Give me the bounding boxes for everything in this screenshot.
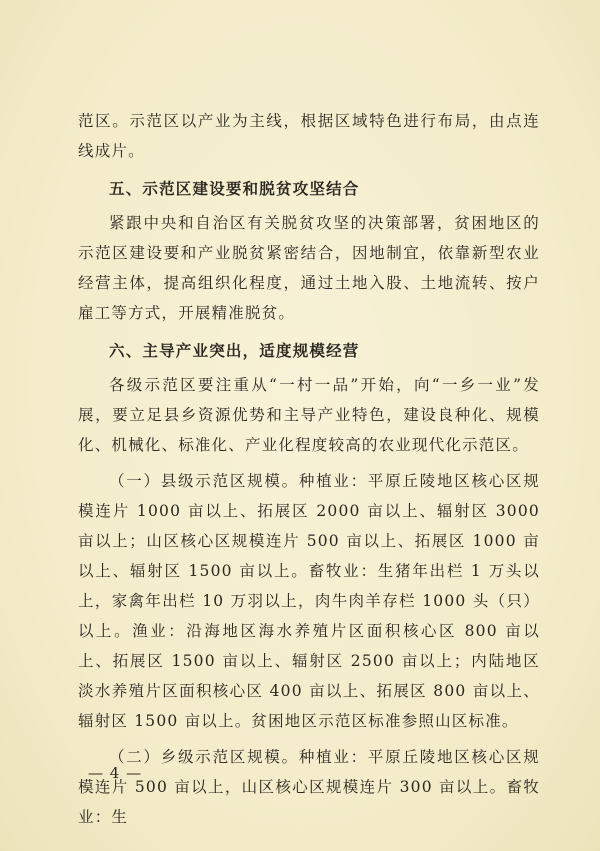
- document-body: [78, 106, 540, 832]
- paragraph-township-scale: （二）乡级示范区规模。种植业：平原丘陵地区核心区规模连片 500 亩以上，山区核心区规模连片 300 亩以上。畜牧业：生: [78, 748, 540, 826]
- heading-section-6: 六、主导产业突出，适度规模经营: [109, 342, 360, 360]
- spacer: [78, 166, 540, 172]
- page-number: — 4 —: [88, 764, 143, 782]
- paragraph-county-scale: （一）县级示范区规模。种植业：平原丘陵地区核心区规模连片 1000 亩以上、拓展区 2000 亩以上、辐射区 3000 亩以上；山区核心区规模连片 500 亩以上、拓展区 1000 亩以上、辐射区 1500 亩以上。畜牧业：生猪年出栏 1 万头以上，家禽年出栏 10 万羽以上，肉牛肉羊存栏 1000 头（只）以上。渔业：沿海地区海水养殖片区面积核心区 800 亩以上、拓展区 1500 亩以上、辐射区 2500 亩以上；内陆地区淡水养殖片区面积核心区 400 亩以上、拓展区 800 亩以上、辐射区 1500 亩以上。贫困地区示范区标准参照山区标准。: [78, 472, 540, 730]
- paragraph-section-6: 各级示范区要注重从“一村一品”开始，向“一乡一业”发展，要立足县乡资源优势和主导产业特色，建设良种化、规模化、机械化、标准化、产业化程度较高的农业现代化示范区。: [78, 376, 540, 454]
- heading-section-5: 五、示范区建设要和脱贫攻坚结合: [109, 180, 360, 198]
- paragraph-intro: 范区。示范区以产业为主线，根据区域特色进行布局，由点连线成片。: [78, 112, 540, 160]
- spacer: [78, 328, 540, 334]
- paragraph-section-5: 紧跟中央和自治区有关脱贫攻坚的决策部署，贫困地区的示范区建设要和产业脱贫紧密结合，因地制宜，依靠新型农业经营主体，提高组织化程度，通过土地入股、土地流转、按户雇工等方式，开展精准脱贫。: [78, 214, 540, 322]
